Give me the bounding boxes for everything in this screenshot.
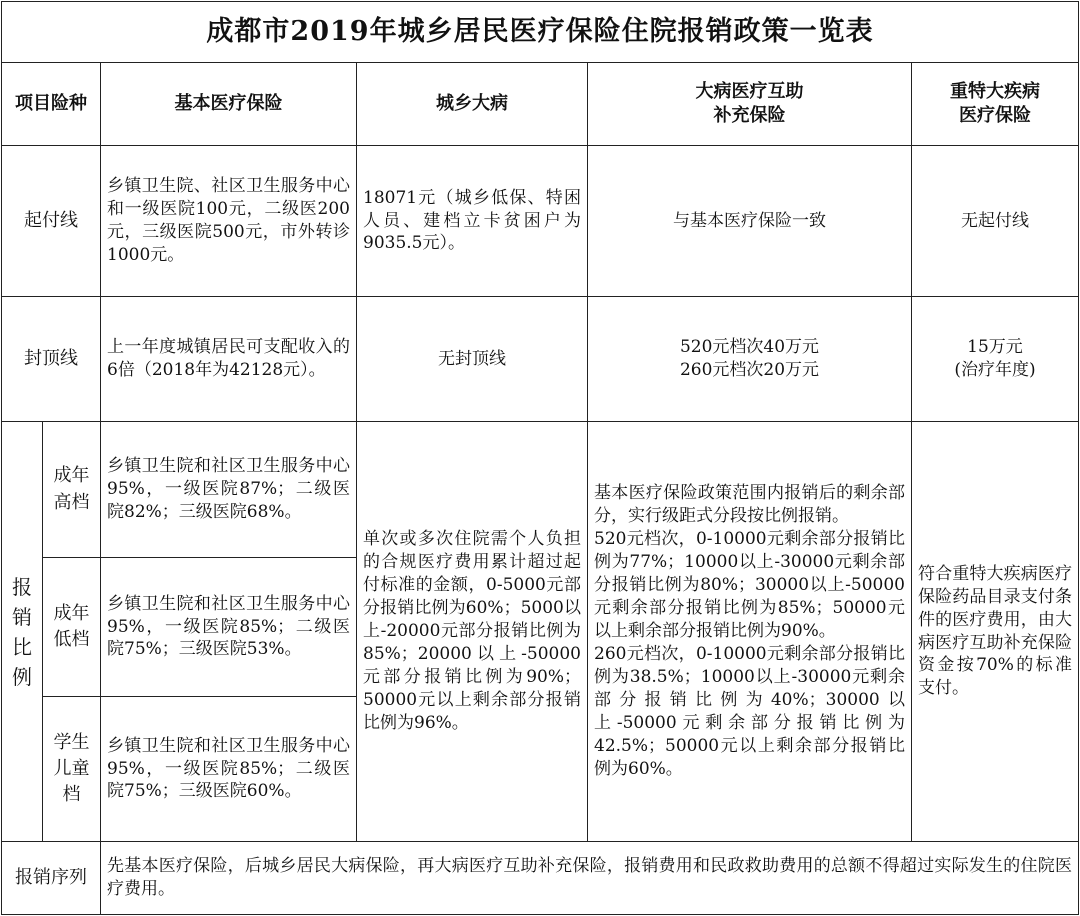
header-critical-line2: 医疗保险 [959,105,1031,126]
ratio-adult-high-row [2,422,1079,558]
sequence-label: 报销序列 [2,842,101,915]
header-critical [912,63,1079,146]
deductible-basic: 乡镇卫生院、社区卫生服务中心和一级医院100元，二级医200元，三级医院500元，市外转诊1000元。 [101,146,357,297]
ratio-critical: 符合重特大疾病医疗保险药品目录支付条件的医疗费用，由大病医疗互助补充保险资金按70%的标准支付。 [912,422,1079,842]
cap-mutual-line1: 520元档次40万元 [679,337,820,358]
cap-label: 封顶线 [2,297,101,422]
deductible-critical: 无起付线 [912,146,1079,297]
student-basic: 乡镇卫生院和社区卫生服务中心95%，一级医院85%；二级医院75%；三级医院60%。 [101,697,357,842]
ratio-major: 单次或多次住院需个人负担的合规医疗费用累计超过起付标准的金额，0-5000元部分报销比例为60%；5000以上-20000元部分报销比例为85%；20000以上-50000元部分报销比例为90%；50000元以上剩余部分报销比例为96%。 [357,422,588,842]
ratio-label-char-4: 例 [12,664,32,689]
header-item: 项目险种 [2,63,101,146]
cap-critical-line2: (治疗年度) [954,360,1036,380]
student-label-line1: 学生 [53,731,90,753]
sequence-row [2,842,1079,915]
page-title: 成都市2019年城乡居民医疗保险住院报销政策一览表 [2,2,1079,63]
adult-high-label-line2: 高档 [53,491,90,513]
header-basic: 基本医疗保险 [101,63,357,146]
cap-basic: 上一年度城镇居民可支配收入的6倍（2018年为42128元）。 [101,297,357,422]
deductible-mutual: 与基本医疗保险一致 [588,146,912,297]
header-row [2,63,1079,146]
deductible-label: 起付线 [2,146,101,297]
adult-low-label-line1: 成年 [53,602,90,624]
ratio-label-char-2: 销 [12,604,32,629]
ratio-mutual [588,422,912,842]
title-row [2,2,1079,63]
cap-mutual [588,297,912,422]
deductible-major: 18071元（城乡低保、特困人员、建档立卡贫困户为9035.5元）。 [357,146,588,297]
student-label-line3: 档 [62,784,81,806]
adult-high-label-line1: 成年 [53,465,90,487]
header-mutual [588,63,912,146]
adult-low-label [43,558,101,697]
adult-low-label-line2: 低档 [53,629,90,650]
student-label [43,697,101,842]
header-mutual-line1: 大病医疗互助 [695,80,804,102]
cap-critical [912,297,1079,422]
sequence-text: 先基本医疗保险，后城乡居民大病保险，再大病医疗互助补充保险，报销费用和民政救助费用的总额不得超过实际发生的住院医疗费用。 [101,842,1079,915]
header-critical-line1: 重特大疾病 [950,80,1040,102]
ratio-mutual-p3: 260元档次，0-10000元剩余部分报销比例为38.5%；10000以上-30000元剩余部分报销比例为40%；30000以上-50000元剩余部分报销比例为42.5%；50000元以上剩余部分报销比例为60%。 [594,643,905,779]
student-label-line2: 儿童 [53,757,90,779]
ratio-label-char-3: 比 [12,634,32,659]
ratio-label [2,422,43,842]
adult-high-label [43,422,101,558]
ratio-mutual-p1: 基本医疗保险政策范围内报销后的剩余部分，实行级距式分段按比例报销。 [594,483,905,527]
header-major: 城乡大病 [357,63,588,146]
cap-major: 无封顶线 [357,297,588,422]
cap-critical-line1: 15万元 [967,337,1023,358]
cap-mutual-line2: 260元档次20万元 [679,360,820,380]
cap-row [2,297,1079,422]
deductible-row [2,146,1079,297]
ratio-label-char-1: 报 [12,574,32,599]
ratio-mutual-p2: 520元档次，0-10000元剩余部分报销比例为77%；10000以上-30000元剩余部分报销比例为80%；30000以上-50000元剩余部分报销比例为85%；50000元以上剩余部分报销比例为90%。 [594,529,905,642]
header-mutual-line2: 补充保险 [713,105,786,126]
policy-table [1,1,1079,915]
adult-high-basic: 乡镇卫生院和社区卫生服务中心95%，一级医院87%；二级医院82%；三级医院68%。 [101,422,357,558]
adult-low-basic: 乡镇卫生院和社区卫生服务中心95%，一级医院85%；二级医院75%；三级医院53%。 [101,558,357,697]
